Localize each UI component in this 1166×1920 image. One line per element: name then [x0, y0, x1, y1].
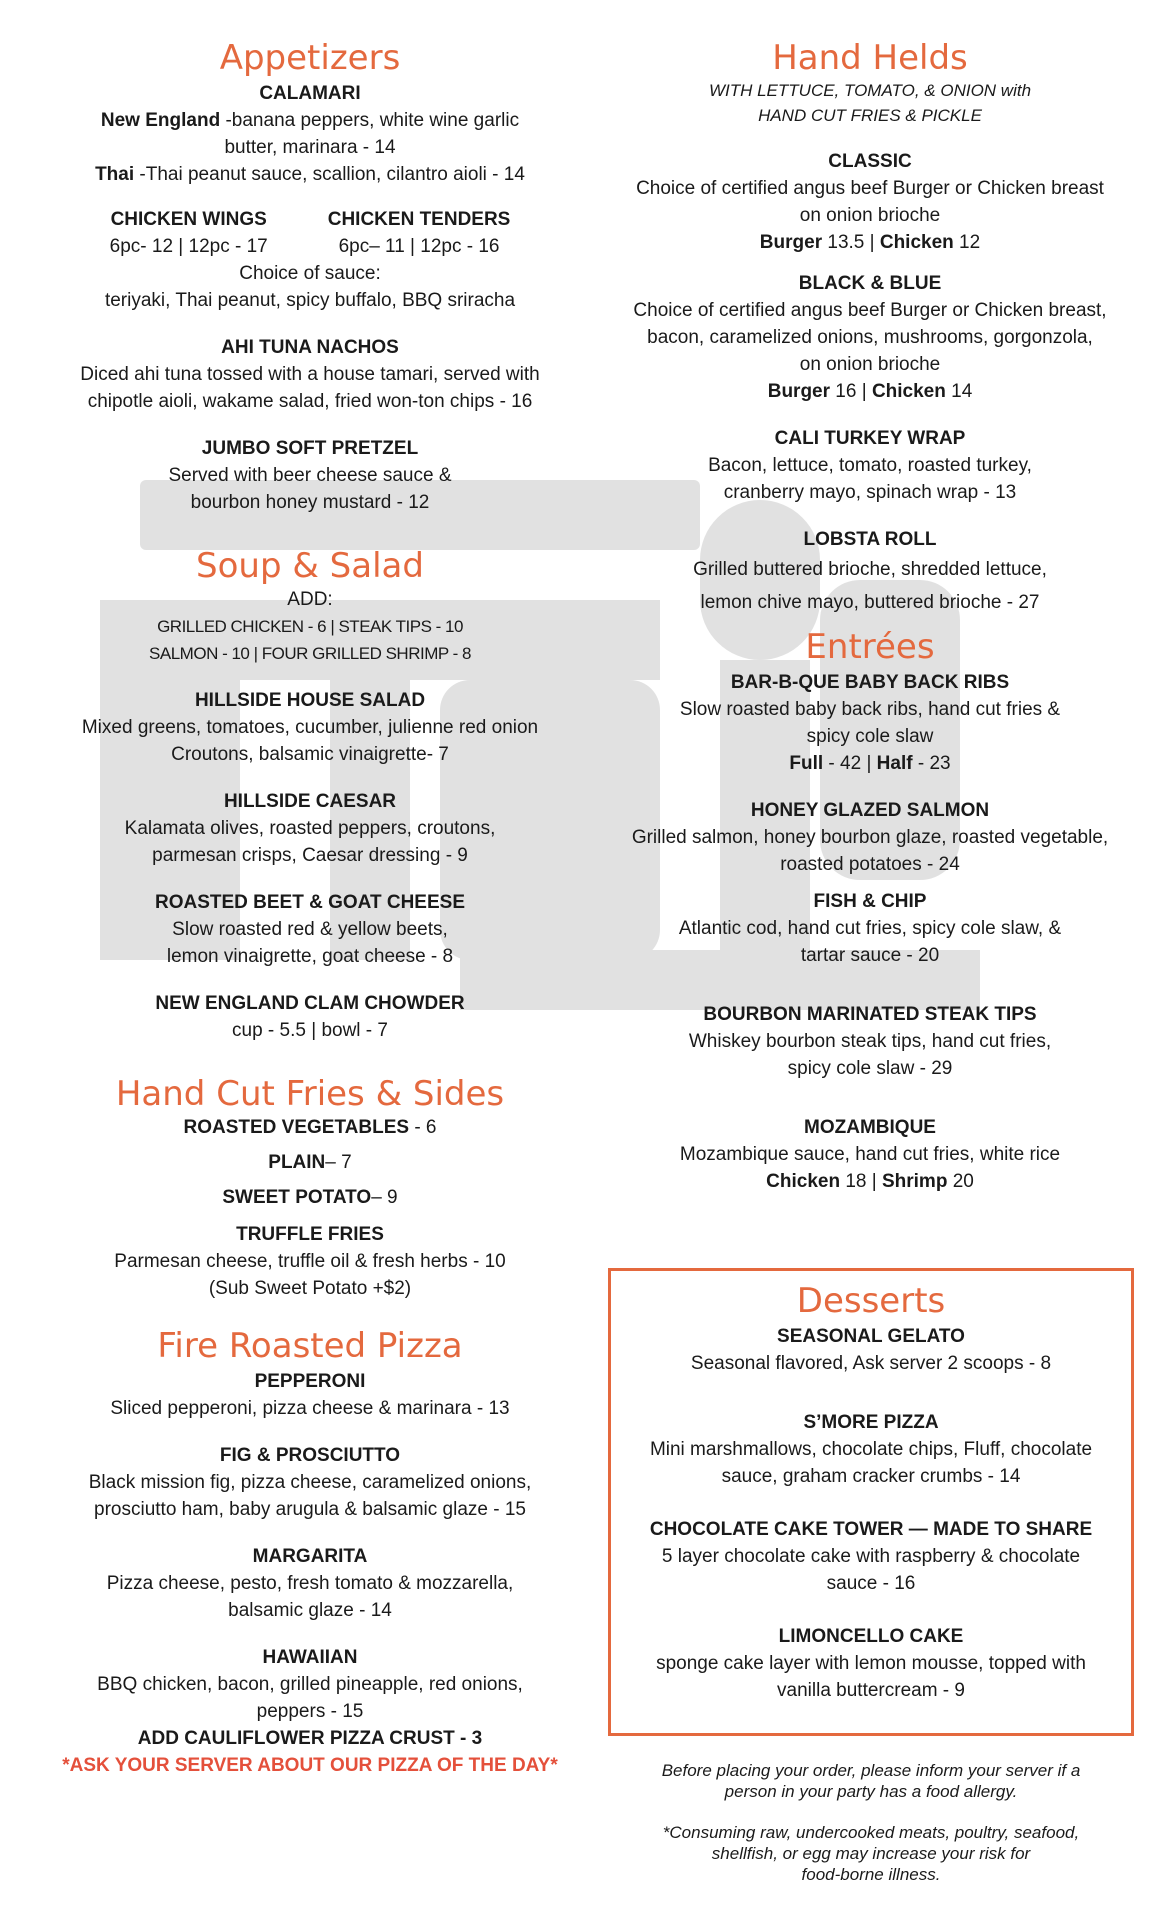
item-name: ROASTED BEET & GOAT CHEESE — [154, 892, 465, 913]
item-desc: cup - 5.5 | bowl - 7 — [232, 1020, 388, 1041]
menu-item-fish-chip — [600, 888, 1140, 969]
menu-item-plain-fries — [40, 1149, 580, 1176]
item-desc: Grilled buttered brioche, shredded lettuce, — [693, 559, 1047, 580]
item-price-line: Burger 16 | Chicken 14 — [767, 381, 973, 402]
menu-item-mozambique — [600, 1114, 1140, 1195]
item-price-line: Burger 13.5 | Chicken 12 — [759, 232, 981, 253]
item-desc: sponge cake layer with lemon mousse, topped with — [656, 1653, 1086, 1674]
item-desc: Bacon, lettuce, tomato, roasted turkey, — [708, 455, 1032, 476]
item-desc: BBQ chicken, bacon, grilled pineapple, red onions, — [97, 1674, 523, 1695]
section-subtitle: HAND CUT FRIES & PICKLE — [758, 106, 982, 125]
item-desc: Whiskey bourbon steak tips, hand cut fries, — [688, 1031, 1052, 1052]
raw-food-warning-line: shellfish, or egg may increase your risk for — [711, 1844, 1031, 1863]
item-desc: -banana peppers, white wine garlic — [225, 110, 520, 131]
section-title-soup-salad: Soup & Salad — [196, 546, 424, 586]
item-desc: peppers - 15 — [256, 1701, 364, 1722]
item-desc: Black mission fig, pizza cheese, caramelized onions, — [88, 1472, 532, 1493]
menu-item-limoncello-cake — [611, 1623, 1131, 1704]
item-desc: Atlantic cod, hand cut fries, spicy cole slaw, & — [678, 918, 1062, 939]
item-name: JUMBO SOFT PRETZEL — [201, 438, 419, 459]
item-name: LIMONCELLO CAKE — [778, 1626, 964, 1647]
item-name: CLASSIC — [828, 151, 912, 172]
section-title-desserts: Desserts — [796, 1281, 946, 1321]
item-name: CALAMARI — [259, 83, 361, 104]
menu-item-baby-back-ribs — [600, 669, 1140, 777]
item-desc: spicy cole slaw - 29 — [787, 1058, 953, 1079]
item-desc: parmesan crisps, Caesar dressing - 9 — [152, 845, 468, 866]
menu-item-honey-glazed-salmon — [600, 797, 1140, 878]
section-title-appetizers: Appetizers — [219, 38, 401, 78]
menu-item-truffle-fries — [40, 1221, 580, 1302]
left-column — [40, 38, 580, 1779]
item-name: HILLSIDE CAESAR — [223, 791, 397, 812]
allergy-line: Before placing your order, please inform your server if a — [661, 1761, 1081, 1780]
menu-item-caesar — [40, 788, 580, 869]
item-desc: 5 layer chocolate cake with raspberry & chocolate — [661, 1546, 1081, 1567]
item-name: PLAIN — [268, 1152, 326, 1173]
item-desc: bourbon honey mustard - 12 — [190, 492, 430, 513]
item-price: 6pc– 11 | 12pc - 16 — [338, 236, 500, 257]
menu-item-fig-prosciutto — [40, 1442, 580, 1523]
menu-item-chocolate-cake-tower — [611, 1516, 1131, 1597]
item-price-line: Full - 42 | Half - 23 — [789, 753, 951, 774]
item-desc: Slow roasted red & yellow beets, — [172, 919, 448, 940]
item-name: BAR-B-QUE BABY BACK RIBS — [730, 672, 1010, 693]
item-desc: Mini marshmallows, chocolate chips, Fluff, chocolate — [649, 1439, 1093, 1460]
item-desc: Kalamata olives, roasted peppers, croutons, — [124, 818, 496, 839]
menu-item-clam-chowder — [40, 990, 580, 1044]
item-desc: butter, marinara - 14 — [224, 137, 396, 158]
item-name: HAWAIIAN — [262, 1647, 358, 1668]
menu-item-hawaiian — [40, 1644, 580, 1725]
menu-item-house-salad — [40, 687, 580, 768]
item-price-line: Chicken 18 | Shrimp 20 — [766, 1171, 974, 1192]
item-desc: balsamic glaze - 14 — [228, 1600, 392, 1621]
desserts-box — [608, 1268, 1134, 1736]
item-name: SEASONAL GELATO — [777, 1326, 965, 1347]
item-desc: on onion brioche — [799, 205, 941, 226]
item-desc: Seasonal flavored, Ask server 2 scoops - 8 — [690, 1353, 1052, 1374]
section-title-hand-helds: Hand Helds — [772, 38, 968, 78]
right-column — [600, 38, 1140, 1195]
item-desc: prosciutto ham, baby arugula & balsamic glaze - 15 — [94, 1499, 526, 1520]
menu-item-smore-pizza — [611, 1409, 1131, 1490]
item-desc: Grilled salmon, honey bourbon glaze, roasted vegetable, — [631, 827, 1109, 848]
item-price: – 9 — [371, 1187, 398, 1208]
menu-item-ahi-tuna-nachos — [40, 334, 580, 415]
item-desc: -Thai peanut sauce, scallion, cilantro aioli - 14 — [139, 164, 525, 185]
item-name: SWEET POTATO — [222, 1187, 372, 1208]
item-name: HONEY GLAZED SALMON — [750, 800, 990, 821]
item-desc: vanilla buttercream - 9 — [777, 1680, 965, 1701]
add-label: ADD: — [287, 589, 333, 610]
raw-food-warning-line: *Consuming raw, undercooked meats, poultry, seafood, — [662, 1823, 1080, 1842]
item-name: LOBSTA ROLL — [803, 529, 937, 550]
item-name: MOZAMBIQUE — [804, 1117, 936, 1138]
item-name: FISH & CHIP — [813, 891, 927, 912]
menu-item-cali-turkey-wrap — [600, 425, 1140, 506]
item-desc: Pizza cheese, pesto, fresh tomato & mozzarella, — [106, 1573, 514, 1594]
pizza-of-the-day-note: *ASK YOUR SERVER ABOUT OUR PIZZA OF THE DAY* — [62, 1755, 558, 1776]
menu-item-steak-tips — [600, 1001, 1140, 1082]
item-desc: Slow roasted baby back ribs, hand cut fries & — [679, 699, 1061, 720]
allergy-notice — [612, 1760, 1130, 1885]
item-name: PEPPERONI — [254, 1371, 366, 1392]
menu-item-roasted-vegetables — [40, 1114, 580, 1141]
menu-item-chicken-wings — [110, 206, 268, 260]
item-desc: Mozambique sauce, hand cut fries, white rice — [679, 1144, 1061, 1165]
menu-item-black-blue — [600, 270, 1140, 405]
item-name: NEW ENGLAND CLAM CHOWDER — [155, 993, 465, 1014]
item-name: FIG & PROSCIUTTO — [219, 1445, 401, 1466]
item-name: CHOCOLATE CAKE TOWER — MADE TO SHARE — [649, 1519, 1093, 1540]
menu-item-pretzel — [40, 435, 580, 516]
item-name: CHICKEN TENDERS — [327, 209, 511, 230]
item-desc: Served with beer cheese sauce & — [168, 465, 452, 486]
item-name: HILLSIDE HOUSE SALAD — [194, 690, 426, 711]
menu-item-beet-goat-cheese — [40, 889, 580, 970]
item-desc: sauce - 16 — [826, 1573, 916, 1594]
menu-item-chicken-tenders — [328, 206, 511, 260]
item-desc: lemon vinaigrette, goat cheese - 8 — [166, 946, 454, 967]
item-price: 6pc- 12 | 12pc - 17 — [109, 236, 268, 257]
variant-label: New England — [100, 110, 221, 131]
section-title-pizza: Fire Roasted Pizza — [157, 1326, 463, 1366]
item-desc: Croutons, balsamic vinaigrette- 7 — [171, 744, 449, 765]
item-desc: spicy cole slaw — [806, 726, 934, 747]
item-name: S’MORE PIZZA — [803, 1412, 939, 1433]
item-name: BLACK & BLUE — [798, 273, 942, 294]
menu-item-classic — [600, 148, 1140, 256]
item-price: – 7 — [325, 1152, 352, 1173]
item-price: - 6 — [409, 1117, 437, 1138]
item-desc: lemon chive mayo, buttered brioche - 27 — [700, 592, 1040, 613]
wings-tenders-row — [40, 206, 580, 260]
section-title-entrees: Entrées — [805, 627, 935, 667]
item-desc: Parmesan cheese, truffle oil & fresh herbs - 10 — [114, 1251, 506, 1272]
menu-item-sweet-potato — [40, 1184, 580, 1211]
item-desc: roasted potatoes - 24 — [780, 854, 960, 875]
item-name: MARGARITA — [252, 1546, 368, 1567]
section-subtitle: WITH LETTUCE, TOMATO, & ONION with — [708, 81, 1032, 100]
item-name: CHICKEN WINGS — [110, 209, 267, 230]
cauliflower-crust-addon: ADD CAULIFLOWER PIZZA CRUST - 3 — [137, 1728, 483, 1749]
item-desc: Mixed greens, tomatoes, cucumber, julienne red onion — [81, 717, 539, 738]
add-ons-line: SALMON - 10 | FOUR GRILLED SHRIMP - 8 — [149, 644, 471, 663]
item-name: BOURBON MARINATED STEAK TIPS — [703, 1004, 1037, 1025]
section-title-sides: Hand Cut Fries & Sides — [115, 1074, 505, 1114]
item-desc: Sliced pepperoni, pizza cheese & marinara - 13 — [110, 1398, 510, 1419]
item-name: ROASTED VEGETABLES — [183, 1117, 410, 1138]
item-desc: Choice of certified angus beef Burger or Chicken breast — [636, 178, 1104, 199]
menu-item-seasonal-gelato — [611, 1323, 1131, 1377]
item-desc: (Sub Sweet Potato +$2) — [208, 1278, 412, 1299]
menu-item-calamari — [40, 80, 580, 188]
item-desc: bacon, caramelized onions, mushrooms, gorgonzola, — [647, 327, 1093, 348]
item-desc: sauce, graham cracker crumbs - 14 — [721, 1466, 1021, 1487]
menu-item-pepperoni — [40, 1368, 580, 1422]
item-name: AHI TUNA NACHOS — [221, 337, 399, 358]
item-desc: chipotle aioli, wakame salad, fried won-ton chips - 16 — [87, 391, 533, 412]
sauce-label: Choice of sauce: — [239, 263, 381, 284]
item-name: TRUFFLE FRIES — [236, 1224, 384, 1245]
sauce-list: teriyaki, Thai peanut, spicy buffalo, BBQ sriracha — [104, 290, 516, 311]
menu-item-margarita — [40, 1543, 580, 1624]
item-desc: tartar sauce - 20 — [800, 945, 940, 966]
allergy-line: person in your party has a food allergy. — [724, 1782, 1018, 1801]
item-name: CALI TURKEY WRAP — [774, 428, 966, 449]
item-desc: Choice of certified angus beef Burger or Chicken breast, — [633, 300, 1107, 321]
raw-food-warning-line: food-borne illness. — [801, 1865, 941, 1884]
item-desc: cranberry mayo, spinach wrap - 13 — [723, 482, 1017, 503]
item-desc: on onion brioche — [799, 354, 941, 375]
item-desc: Diced ahi tuna tossed with a house tamari, served with — [80, 364, 540, 385]
add-ons-line: GRILLED CHICKEN - 6 | STEAK TIPS - 10 — [157, 617, 463, 636]
menu-item-lobsta-roll — [600, 526, 1140, 619]
variant-label: Thai — [95, 164, 135, 185]
